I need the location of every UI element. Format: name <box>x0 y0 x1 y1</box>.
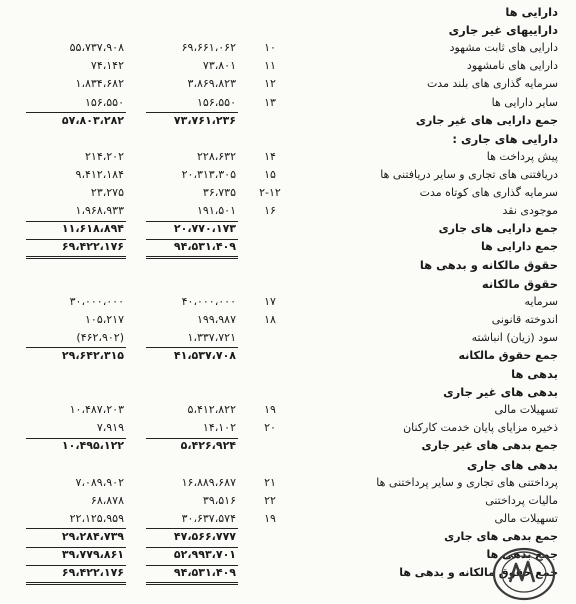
value-current-year: ۲۰،۷۷۰،۱۷۳ <box>173 222 236 236</box>
row-label: دارایی های ثابت مشهود <box>449 41 558 55</box>
value-prior-year: ۲۳،۲۷۵ <box>90 186 124 199</box>
row-label: پیش پرداخت ها <box>486 149 558 163</box>
value-prior-year: ۲۲،۱۲۵،۹۵۹ <box>69 511 124 525</box>
table-row <box>0 112 576 130</box>
table-row <box>0 57 576 75</box>
rule-line <box>146 221 238 222</box>
rule-line <box>146 584 238 585</box>
table-row <box>0 166 576 184</box>
row-label: تسهیلات مالی <box>494 403 558 417</box>
table-row <box>0 256 576 274</box>
rule-line <box>26 565 126 566</box>
rule-line <box>146 565 238 566</box>
rule-line <box>26 112 126 113</box>
table-row <box>0 510 576 528</box>
table-row <box>0 456 576 474</box>
value-prior-year: ۶۸،۸۷۸ <box>90 493 124 507</box>
value-prior-year: ۳۰،۰۰۰،۰۰۰ <box>69 294 124 308</box>
note-number: ۱۹ <box>264 403 276 417</box>
note-number: ۱۱ <box>264 59 276 73</box>
value-prior-year: ۲۱۴،۲۰۲ <box>85 149 124 163</box>
row-label: جمع حقوق مالکانه و بدهی ها <box>399 566 558 580</box>
row-label: اندوخته قانونی <box>491 312 558 326</box>
note-number: ۱۳ <box>264 95 276 109</box>
value-current-year: ۹۴،۵۳۱،۴۰۹ <box>173 240 236 254</box>
row-label: بدهی های جاری <box>466 457 558 472</box>
row-label: مالیات پرداختنی <box>485 493 558 507</box>
row-label: جمع بدهی های غیر جاری <box>421 439 558 453</box>
row-label: جمع دارایی ها <box>480 240 558 254</box>
row-label: سود (زیان) انباشته <box>471 330 558 344</box>
table-row <box>0 401 576 419</box>
value-current-year: ۱۶،۸۸۹،۶۸۷ <box>181 475 236 489</box>
value-prior-year: ۱،۸۳۴،۶۸۲ <box>75 77 124 91</box>
row-label: جمع بدهی ها <box>486 548 558 561</box>
value-current-year: ۲۲۸،۶۳۲ <box>197 149 236 163</box>
value-current-year: ۵۲،۹۹۳،۷۰۱ <box>173 548 236 561</box>
table-row <box>0 293 576 311</box>
row-label: جمع بدهی های جاری <box>444 529 558 543</box>
row-label: دارایی ها <box>505 5 558 19</box>
table-row <box>0 75 576 93</box>
rule-line <box>26 582 126 583</box>
row-label: بدهی های غیر جاری <box>443 385 558 400</box>
table-row <box>0 329 576 347</box>
rule-line <box>146 347 238 348</box>
value-current-year: ۳۶،۷۳۵ <box>202 186 236 199</box>
rule-line <box>26 347 126 348</box>
row-label: حقوق مالکانه <box>481 276 558 291</box>
rule-line <box>146 112 238 113</box>
value-current-year: ۹۴،۵۳۱،۴۰۹ <box>173 566 236 580</box>
value-current-year: ۴۰،۰۰۰،۰۰۰ <box>181 294 236 308</box>
value-current-year: ۳۹،۵۱۶ <box>202 493 236 507</box>
row-label: سایر دارایی ها <box>491 95 558 109</box>
row-label: دریافتنی های تجاری و سایر دریافتنی ها <box>380 167 558 181</box>
value-prior-year: ۹،۴۱۲،۱۸۴ <box>75 167 124 181</box>
table-row <box>0 148 576 166</box>
value-prior-year: (۴۶۲،۹۰۲) <box>76 330 124 344</box>
row-label: سرمایه <box>524 294 558 308</box>
value-current-year: ۴۱،۵۳۷،۷۰۸ <box>173 348 236 362</box>
value-prior-year: ۱۰۵،۲۱۷ <box>85 312 124 326</box>
value-prior-year: ۱۰،۴۸۷،۲۰۳ <box>69 403 124 417</box>
table-row <box>0 184 576 202</box>
value-current-year: ۱۹۱،۵۰۱ <box>197 204 236 218</box>
table-row <box>0 238 576 256</box>
table-row <box>0 94 576 112</box>
table-row <box>0 21 576 39</box>
row-label: سرمایه گذاری های بلند مدت <box>426 77 558 91</box>
rule-line <box>26 584 126 585</box>
row-label: موجودی نقد <box>502 204 558 218</box>
value-prior-year: ۱۰،۴۹۵،۱۲۲ <box>61 439 124 453</box>
value-current-year: ۳۰،۶۳۷،۵۷۴ <box>181 511 236 525</box>
value-prior-year: ۳۹،۷۷۹،۸۶۱ <box>61 548 124 561</box>
value-prior-year: ۱۵۶،۵۵۰ <box>85 95 124 109</box>
value-prior-year: ۲۹،۶۴۲،۳۱۵ <box>61 348 124 362</box>
row-label: حقوق مالکانه و بدهی ها <box>419 258 558 273</box>
value-current-year: ۵،۴۱۲،۸۲۲ <box>187 403 236 417</box>
value-prior-year: ۶۹،۴۲۲،۱۷۶ <box>61 240 124 254</box>
table-row <box>0 3 576 21</box>
row-label: ذخیره مزایای پایان خدمت کارکنان <box>403 421 558 435</box>
value-current-year: ۱۹۹،۹۸۷ <box>197 312 236 326</box>
value-prior-year: ۵۵،۷۳۷،۹۰۸ <box>69 41 124 55</box>
rule-line <box>146 239 238 240</box>
table-row <box>0 474 576 492</box>
value-current-year: ۱۵۶،۵۵۰ <box>197 95 236 109</box>
table-row <box>0 383 576 401</box>
table-row <box>0 492 576 510</box>
rule-line <box>146 547 238 548</box>
value-prior-year: ۱۱،۶۱۸،۸۹۴ <box>61 222 124 236</box>
note-number: ۲۲ <box>264 493 276 507</box>
table-row <box>0 202 576 220</box>
value-prior-year: ۷،۹۱۹ <box>96 421 124 435</box>
note-number: ۱۲ <box>264 77 276 91</box>
note-number: ۱۴ <box>264 149 276 163</box>
note-number: ۲۰ <box>264 421 276 435</box>
row-label: جمع دارایی های غیر جاری <box>415 113 558 127</box>
row-label: دارایی های نامشهود <box>466 59 558 73</box>
seal-stamp-icon <box>488 544 558 602</box>
value-prior-year: ۷،۰۸۹،۹۰۲ <box>75 475 124 489</box>
note-number: ۱۵ <box>264 167 276 181</box>
table-row <box>0 275 576 293</box>
value-current-year: ۵،۴۲۶،۹۲۴ <box>180 439 236 453</box>
value-current-year: ۷۳،۸۰۱ <box>202 59 236 73</box>
value-current-year: ۳،۸۶۹،۸۲۳ <box>187 77 236 91</box>
row-label: جمع حقوق مالکانه <box>458 348 558 362</box>
rule-line <box>146 582 238 583</box>
row-label: بدهی ها <box>511 367 558 381</box>
row-label: سرمایه گذاری های کوتاه مدت <box>419 186 558 199</box>
value-current-year: ۱۴،۱۰۲ <box>202 421 236 435</box>
table-row <box>0 130 576 148</box>
table-row <box>0 311 576 329</box>
table-row <box>0 437 576 455</box>
value-current-year: ۴۷،۵۶۶،۷۷۷ <box>173 529 236 543</box>
note-number: ۱۶ <box>264 204 276 218</box>
note-number: ۲۱ <box>264 475 276 489</box>
row-label: پرداختنی های تجاری و سایر پرداختنی ها <box>376 475 558 489</box>
value-prior-year: ۱،۹۶۸،۹۳۳ <box>75 204 124 218</box>
value-current-year: ۶۹،۶۶۱،۰۶۲ <box>181 41 236 55</box>
value-prior-year: ۲۹،۲۸۴،۷۳۹ <box>61 529 124 543</box>
row-label: دارایی های جاری : <box>452 131 558 146</box>
value-prior-year: ۵۷،۸۰۳،۲۸۲ <box>61 113 124 127</box>
rule-line <box>146 528 238 529</box>
note-number: ۱۰ <box>264 41 276 55</box>
value-current-year: ۲۰،۳۱۳،۳۰۵ <box>181 167 236 181</box>
rule-line <box>26 438 126 439</box>
value-prior-year: ۷۴،۱۴۲ <box>90 59 124 73</box>
note-number: ۱۹ <box>264 511 276 525</box>
value-current-year: ۷۳،۷۶۱،۲۳۶ <box>173 113 236 127</box>
rule-line <box>26 528 126 529</box>
rule-line <box>26 547 126 548</box>
table-row <box>0 347 576 365</box>
value-prior-year: ۶۹،۴۲۲،۱۷۶ <box>61 566 124 580</box>
table-row <box>0 419 576 437</box>
row-label: جمع دارایی های جاری <box>438 222 558 236</box>
note-number: ۱۸ <box>264 312 276 326</box>
rule-line <box>146 438 238 439</box>
table-row <box>0 220 576 238</box>
table-row <box>0 39 576 57</box>
row-label: داراییهای غیر جاری <box>448 23 558 38</box>
note-number: ۲-۱۲ <box>259 186 281 199</box>
table-row <box>0 365 576 383</box>
row-label: تسهیلات مالی <box>494 511 558 525</box>
note-number: ۱۷ <box>264 294 276 308</box>
value-current-year: ۱،۳۳۷،۷۲۱ <box>187 330 236 344</box>
rule-line <box>26 221 126 222</box>
rule-line <box>26 239 126 240</box>
